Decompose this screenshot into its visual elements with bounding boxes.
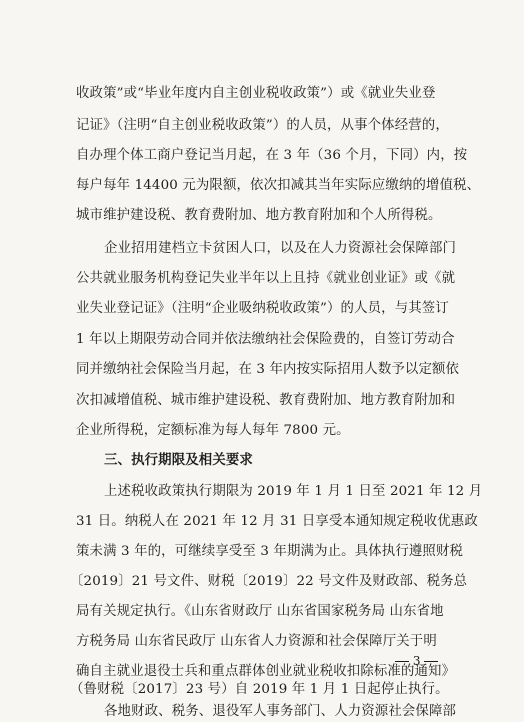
body-line: 策未满 3 年的，可继续享受至 3 年期满为止。具体执行遵照财税 (76, 544, 464, 559)
body-line: 城市维护建设税、教育费附加、地方教育附加和个人所得税。 (76, 208, 442, 223)
body-line: 次扣减增值税、城市维护建设税、教育费附加、地方教育附加和 (76, 393, 456, 408)
body-line: 收政策”或“毕业年度内自主创业税收政策”）或《就业失业登 (76, 86, 436, 101)
page-number-value: 3 (412, 654, 421, 668)
body-line: 记证》（注明“自主创业税收政策”）的人员，从事个体经营的， (76, 118, 449, 133)
paragraph-first-line: 企业招用建档立卡贫困人口，以及在人力资源社会保障部门 (104, 241, 457, 256)
section-heading: 三、执行期限及相关要求 (104, 453, 253, 468)
body-line: 公共就业服务机构登记失业半年以上且持《就业创业证》或《就 (76, 271, 456, 286)
body-line: （鲁财税〔2017〕23 号）自 2019 年 1 月 1 日起停止执行。 (70, 682, 449, 697)
body-line: 方税务局 山东省民政厅 山东省人力资源和社会保障厅关于明 (76, 634, 437, 649)
body-line: 每户每年 14400 元为限额，依次扣减其当年实际应缴纳的增值税、 (76, 178, 481, 193)
paragraph-first-line: 上述税收政策执行期限为 2019 年 1 月 1 日至 2021 年 12 月 (104, 484, 483, 499)
body-line: 局有关规定执行。《山东省财政厅 山东省国家税务局 山东省地 (76, 604, 444, 619)
body-line: 业失业登记证》（注明“企业吸纳税收政策”）的人员，与其签订 (76, 301, 449, 316)
body-line: 〔2019〕21 号文件、财税〔2019〕22 号文件及财政部、税务总 (70, 574, 468, 589)
body-line: 确自主就业退役士兵和重点群体创业就业税收扣除标准的通知》 (76, 664, 456, 679)
page-number-dash-right (424, 661, 438, 662)
body-line: 31 日。纳税人在 2021 年 12 月 31 日享受本通知规定税收优惠政 (76, 514, 478, 529)
body-line: 同并缴纳社会保险当月起，在 3 年内按实际招用人数予以定额依 (76, 362, 460, 377)
page-number-dash-left (395, 661, 409, 662)
body-line: 企业所得税，定额标准为每人每年 7800 元。 (76, 423, 350, 438)
paragraph-first-line: 各地财政、税务、退役军人事务部门、人力资源社会保障部 (104, 704, 457, 719)
body-line: 自办理个体工商户登记当月起，在 3 年（36 个月，下同）内，按 (76, 148, 468, 163)
body-line: 1 年以上期限劳动合同并依法缴纳社会保险费的，自签订劳动合 (76, 332, 455, 347)
page-number (395, 654, 438, 668)
